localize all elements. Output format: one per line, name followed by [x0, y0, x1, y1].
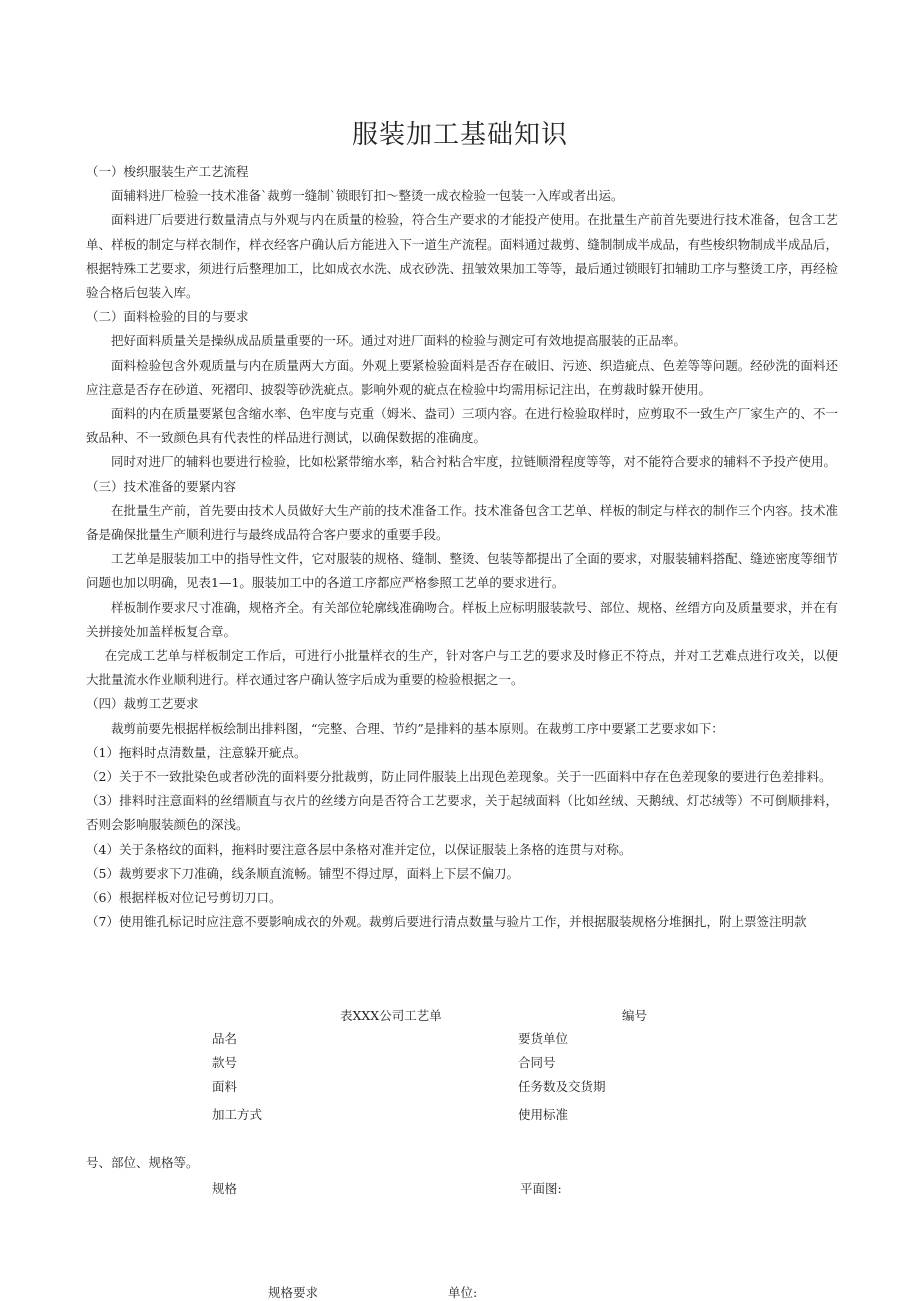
paragraph: 在批量生产前，首先要由技术人员做好大生产前的技术准备工作。技术准备包含工艺单、样板的制定与样衣的制作三个内容。技术准备是确保批量生产顺利进行与最终成品符合客户要求的重要手段。 [86, 502, 838, 543]
numbered-item: （4）关于条格纹的面料，拖料时要注意各层中条格对准并定位，以保证服装上条格的连贯与对称。 [86, 841, 632, 857]
plan-label: 平面图: [520, 1181, 562, 1196]
form-caption: 表XXX公司工艺单 [340, 1008, 442, 1023]
paragraph: 在完成工艺单与样板制定工作后，可进行小批量样衣的生产，针对客户与工艺的要求及时修正不符点，并对工艺难点进行攻关，以便大批量流水作业顺利进行。样衣通过客户确认签字后成为重要的检验根据之一。 [86, 648, 838, 688]
paragraph: 把好面料质量关是操纵成品质量重要的一环。通过对进厂面料的检验与测定可有效地提高服装的正品率。 [111, 333, 687, 349]
paragraph: 裁剪前要先根据样板绘制出排料图，“完整、合理、节约”是排料的基本原则。在裁剪工序中要紧工艺要求如下： [111, 720, 724, 736]
section-heading: （一）梭织服装生产工艺流程 [86, 164, 249, 179]
section-heading: （二）面料检验的目的与要求 [86, 309, 249, 325]
spec-label: 规格 [212, 1181, 238, 1196]
numbered-item: （3）排料时注意面料的丝缙顺直与衣片的丝缕方向是否符合工艺要求，关于起绒面料（比如丝绒、天鹅绒、灯芯绒等）不可倒顺排料，否则会影响服装颜色的深浅。 [86, 793, 838, 833]
numbered-item: （6）根据样板对位记号剪切刀口。 [86, 890, 282, 906]
paragraph: 同时对进厂的辅料也要进行检验，比如松紧带缩水率，粘合衬粘合牢度，拉链顺滑程度等等，对不能符合要求的辅料不予投产使用。 [111, 454, 837, 470]
paragraph: 面料检验包含外观质量与内在质量两大方面。外观上要紧检验面料是否存在破旧、污迹、织造疵点、色差等等问题。经砂洗的面料还应注意是否存在砂道、死褶印、披裂等砂洗疵点。影响外观的疵点在检验中均需用标记注出，在剪裁时躲开使用。 [86, 357, 838, 397]
paragraph: 样板制作要求尺寸准确，规格齐全。有关部位轮廓线准确吻合。样板上应标明服装款号、部位、规格、丝缙方向及质量要求，并在有关拼接处加盖样板复合章。 [86, 599, 838, 639]
numbered-item: （5）裁剪要求下刀准确，线条顺直流畅。铺型不得过厚，面料上下层不偏刀。 [86, 865, 519, 881]
unit-label: 单位: [448, 1285, 478, 1300]
section-heading: （四）裁剪工艺要求 [86, 696, 199, 712]
form-number-label: 编号 [622, 1008, 648, 1023]
order-unit-label: 要货单位 [518, 1031, 569, 1046]
numbered-item: （2）关于不一致批染色或者砂洗的面料要分批裁剪，防止同件服装上出现色差现象。关于一匹面料中存在色差现象的要进行色差排料。 [86, 769, 832, 785]
style-no-label: 款号 [212, 1055, 238, 1070]
task-delivery-label: 任务数及交货期 [518, 1079, 606, 1094]
paragraph: 面料的内在质量要紧包含缩水率、色牢度与克重（姆米、盎司）三项内容。在进行检验取样时，应剪取不一致生产厂家生产的、不一致品种、不一致颜色具有代表性的样品进行测试，以确保数据的准确度。 [86, 406, 838, 446]
fabric-label: 面料 [212, 1079, 238, 1094]
numbered-item: （7）使用锥孔标记时应注意不要影响成衣的外观。裁剪后要进行清点数量与验片工作，并根据服装规格分堆捆扎，附上票签注明款 [86, 914, 807, 930]
document-body [86, 160, 838, 935]
paragraph-continuation: 号、部位、规格等。 [86, 1155, 199, 1170]
paragraph: 面料进厂后要进行数量清点与外观与内在质量的检验，符合生产要求的才能投产使用。在批量生产前首先要进行技术准备，包含工艺单、样板的制定与样衣制作，样衣经客户确认后方能进入下一道生产流程。面料通过裁剪、缝制制成半成品，有些梭织物制成半成品后，根据特殊工艺要求，须进行后整理加工，比如成衣水洗、成衣砂洗、扭皱效果加工等等，最后通过锁眼钉扣辅助工序与整烫工序，再经检验合格后包装入库。 [86, 212, 838, 301]
paragraph: 工艺单是服装加工中的指导性文件，它对服装的规格、缝制、整烫、包装等都提出了全面的要求，对服装辅料搭配、缝迹密度等细节问题也加以明确，见表1—1。服装加工中的各道工序都应严格参照工艺单的要求进行。 [86, 551, 838, 591]
product-name-label: 品名 [212, 1031, 238, 1046]
numbered-item: （1）拖料时点清数量，注意躲开疵点。 [86, 744, 307, 760]
section-heading: （三）技术准备的要紧内容 [86, 478, 237, 494]
spec-requirement-label: 规格要求 [268, 1285, 319, 1300]
process-method-label: 加工方式 [212, 1107, 263, 1122]
contract-no-label: 合同号 [518, 1055, 556, 1070]
page-title: 服装加工基础知识 [351, 120, 568, 150]
usage-standard-label: 使用标准 [518, 1107, 569, 1122]
paragraph: 面辅料进厂检验一技术准备`裁剪一缝制`锁眼钉扣～整烫一成衣检验一包装一入库或者出运。 [111, 188, 624, 204]
